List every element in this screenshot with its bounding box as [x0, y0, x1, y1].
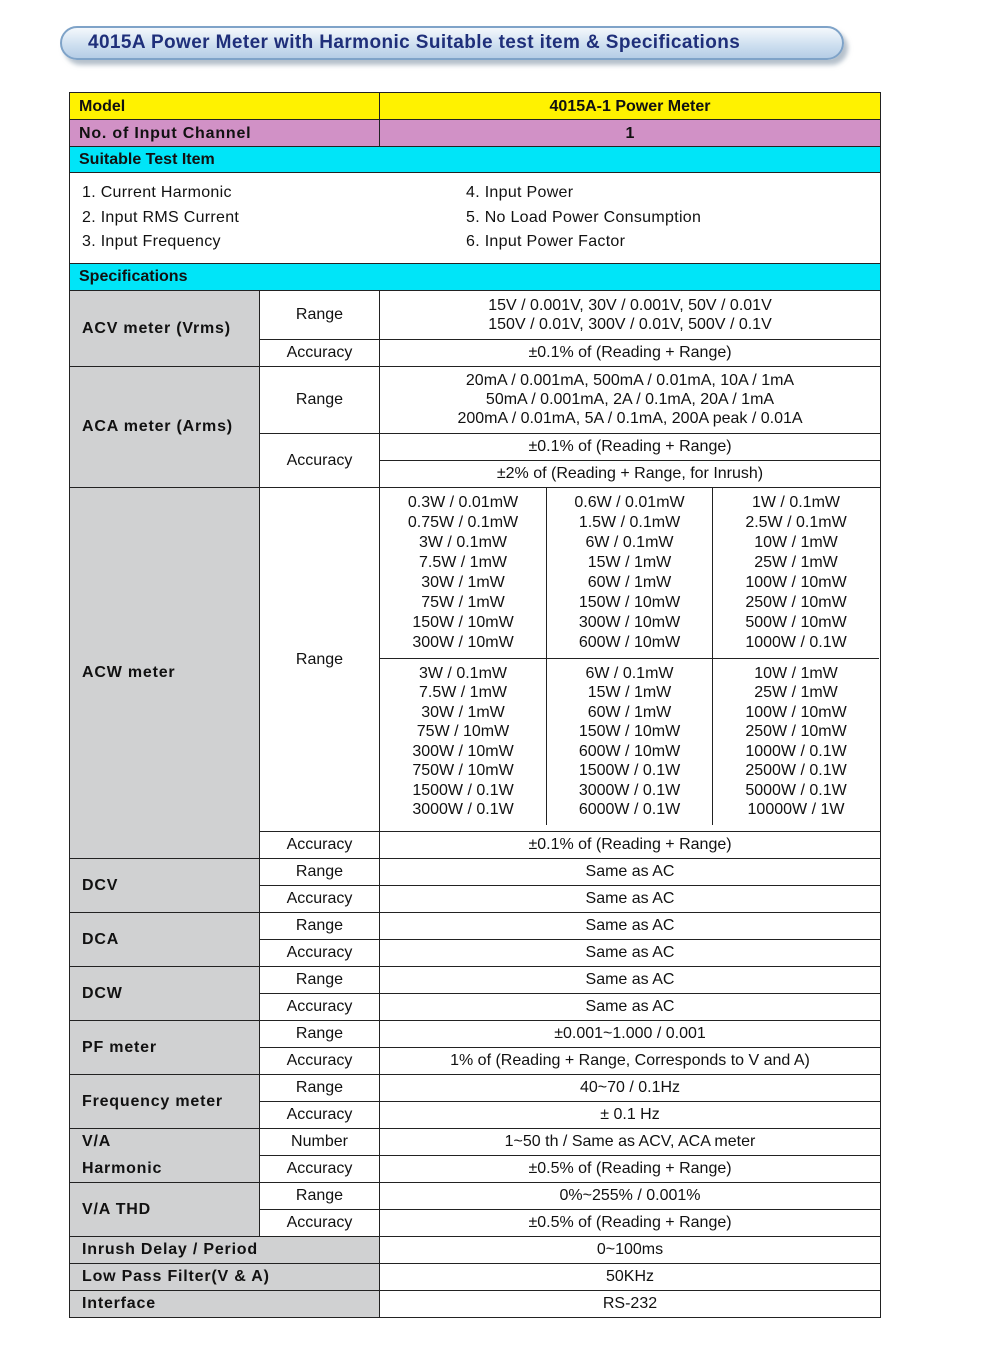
acw-range-entry: 250W / 10mW [745, 723, 847, 740]
acw-range-entry: 1W / 0.1mW [751, 493, 840, 511]
acw-range-column [380, 659, 546, 825]
aca-range-line: 200mA / 0.01mA, 5A / 0.1mA, 200A peak / 0.01A [457, 410, 803, 427]
acw-range-entry: 3W / 0.1mW [418, 664, 507, 682]
range-label: Range [260, 1182, 380, 1209]
test-items-left [82, 181, 466, 255]
acw-range-entry: 0.75W / 0.1mW [407, 513, 519, 531]
freq-label: Frequency meter [70, 1074, 260, 1128]
accuracy-label: Accuracy [260, 1101, 380, 1128]
accuracy-label: Accuracy [260, 939, 380, 966]
acw-range-entry: 6W / 0.1mW [585, 533, 674, 551]
dcw-range-value: Same as AC [380, 966, 881, 993]
acw-range-entry: 600W / 10mW [578, 633, 681, 651]
acw-range-entry: 150W / 10mW [578, 723, 681, 740]
acw-range-entry: 1000W / 0.1W [745, 633, 847, 651]
acw-range-entry: 250W / 10mW [745, 593, 847, 611]
test-item-header-row [70, 147, 881, 173]
pf-range-value: ±0.001~1.000 / 0.001 [380, 1020, 881, 1047]
acw-accuracy-value: ±0.1% of (Reading + Range) [380, 831, 881, 858]
range-label: Range [260, 366, 380, 433]
aca-accuracy-value: ±0.1% of (Reading + Range) [380, 433, 881, 460]
aca-range-value [380, 366, 881, 433]
acw-range-entry: 25W / 1mW [754, 684, 838, 701]
pf-range-row [70, 1020, 881, 1047]
lpf-label: Low Pass Filter(V & A) [70, 1263, 380, 1290]
acw-range-entry: 1500W / 0.1W [578, 762, 681, 779]
acw-range-entry: 1500W / 0.1W [412, 781, 514, 799]
range-label: Range [260, 858, 380, 885]
list-item: 3. Input Frequency [82, 233, 221, 250]
harmonic-number-value: 1~50 th / Same as ACV, ACA meter [380, 1128, 881, 1155]
acw-range-column [713, 659, 879, 825]
harmonic-label-1: V/A [70, 1128, 260, 1155]
inrush-value: 0~100ms [380, 1236, 881, 1263]
test-items-row [70, 173, 881, 264]
acw-range-entry: 1.5W / 0.1mW [578, 513, 681, 531]
inrush-row [70, 1236, 881, 1263]
acw-range-entry: 10000W / 1W [747, 801, 845, 818]
acw-range-entry: 300W / 10mW [412, 742, 514, 760]
list-item: 2. Input RMS Current [82, 208, 240, 226]
accuracy-label: Accuracy [260, 433, 380, 487]
dcv-range-row [70, 858, 881, 885]
acw-range-entry: 7.5W / 1mW [418, 684, 507, 701]
acv-label: ACV meter (Vrms) [70, 290, 260, 366]
dca-label: DCA [70, 912, 260, 966]
accuracy-label: Accuracy [260, 339, 380, 366]
acw-range-entry: 100W / 10mW [745, 703, 847, 721]
acw-range-entry: 150W / 10mW [578, 593, 681, 611]
acw-range-row [70, 487, 881, 831]
acw-range-entry: 1000W / 0.1W [745, 742, 847, 760]
aca-range-line: 50mA / 0.001mA, 2A / 0.1mA, 20A / 1mA [485, 391, 775, 408]
acw-range-entry: 0.6W / 0.01mW [574, 493, 685, 511]
aca-range-line: 20mA / 0.001mA, 500mA / 0.01mA, 10A / 1mA [465, 372, 795, 389]
interface-row [70, 1290, 881, 1317]
acw-range-entry: 2500W / 0.1W [745, 762, 847, 779]
lpf-row [70, 1263, 881, 1290]
dcv-label: DCV [70, 858, 260, 912]
model-label: Model [70, 93, 380, 120]
acw-range-entry: 60W / 1mW [587, 573, 672, 591]
dcw-label: DCW [70, 966, 260, 1020]
page-title-banner [60, 26, 844, 60]
list-item: 1. Current Harmonic [82, 184, 232, 201]
aca-range-row [70, 366, 881, 433]
inrush-label: Inrush Delay / Period [70, 1236, 380, 1263]
acw-range-column [546, 659, 713, 825]
accuracy-label: Accuracy [260, 831, 380, 858]
specs-header: Specifications [70, 263, 881, 290]
dcv-accuracy-value: Same as AC [380, 885, 881, 912]
acw-range-entry: 10W / 1mW [754, 533, 838, 551]
interface-value: RS-232 [380, 1290, 881, 1317]
accuracy-label: Accuracy [260, 1047, 380, 1074]
aca-inrush-accuracy-value: ±2% of (Reading + Range, for Inrush) [380, 460, 881, 487]
test-items-right [466, 181, 850, 255]
harmonic-accuracy-value: ±0.5% of (Reading + Range) [380, 1155, 881, 1182]
range-label: Range [260, 966, 380, 993]
acw-range-entry: 15W / 1mW [587, 553, 672, 571]
freq-range-value: 40~70 / 0.1Hz [380, 1074, 881, 1101]
dca-range-value: Same as AC [380, 912, 881, 939]
range-label: Range [260, 487, 380, 831]
freq-accuracy-value: ± 0.1 Hz [380, 1101, 881, 1128]
lpf-value: 50KHz [380, 1263, 881, 1290]
range-label: Range [260, 912, 380, 939]
channel-label: No. of Input Channel [70, 120, 380, 147]
acw-range-entry: 3000W / 0.1W [578, 781, 681, 799]
model-value: 4015A-1 Power Meter [380, 93, 881, 120]
acw-range-entry: 10W / 1mW [754, 664, 838, 682]
accuracy-label: Accuracy [260, 885, 380, 912]
thd-accuracy-value: ±0.5% of (Reading + Range) [380, 1209, 881, 1236]
dcv-range-value: Same as AC [380, 858, 881, 885]
thd-range-value: 0%~255% / 0.001% [380, 1182, 881, 1209]
acw-range-entry: 15W / 1mW [587, 684, 672, 701]
acw-range-entry: 3000W / 0.1W [412, 801, 514, 818]
accuracy-label: Accuracy [260, 1155, 380, 1182]
channel-value: 1 [380, 120, 881, 147]
thd-label: V/A THD [70, 1182, 260, 1236]
specs-header-row [70, 263, 881, 290]
acw-range-entry: 750W / 10mW [412, 762, 514, 779]
list-item: 4. Input Power [466, 184, 574, 201]
range-label: Range [260, 1074, 380, 1101]
acw-range-entry: 300W / 10mW [412, 633, 514, 651]
acv-range-line: 15V / 0.001V, 30V / 0.001V, 50V / 0.01V [488, 296, 772, 314]
test-items-cell [70, 173, 881, 264]
dcw-range-row [70, 966, 881, 993]
dcw-accuracy-value: Same as AC [380, 993, 881, 1020]
harmonic-number-row [70, 1128, 881, 1155]
list-item: 6. Input Power Factor [466, 233, 626, 250]
freq-range-row [70, 1074, 881, 1101]
pf-label: PF meter [70, 1020, 260, 1074]
list-item: 5. No Load Power Consumption [466, 208, 702, 226]
page-title: 4015A Power Meter with Harmonic Suitable test item & Specifications [88, 32, 741, 53]
harmonic-accuracy-row [70, 1155, 881, 1182]
acw-range-entry: 300W / 10mW [578, 613, 681, 631]
acw-range-entry: 0.3W / 0.01mW [407, 493, 519, 511]
dca-accuracy-value: Same as AC [380, 939, 881, 966]
acw-range-entry: 30W / 1mW [421, 703, 505, 721]
harmonic-label-2: Harmonic [70, 1155, 260, 1182]
acw-range-entry: 75W / 1mW [421, 593, 505, 611]
acv-range-value [380, 290, 881, 339]
acw-range-entry: 6000W / 0.1W [578, 801, 681, 818]
acw-range-grid [380, 487, 881, 831]
acw-range-entry: 60W / 1mW [587, 703, 672, 721]
accuracy-label: Accuracy [260, 1209, 380, 1236]
acv-accuracy-value: ±0.1% of (Reading + Range) [380, 339, 881, 366]
number-label: Number [260, 1128, 380, 1155]
spec-table [69, 92, 881, 1318]
test-item-header: Suitable Test Item [70, 147, 881, 173]
acw-range-entry: 100W / 10mW [745, 573, 847, 591]
model-row [70, 93, 881, 120]
acw-range-entry: 7.5W / 1mW [418, 553, 507, 571]
acw-range-column [380, 488, 546, 659]
aca-label: ACA meter (Arms) [70, 366, 260, 487]
acw-range-entry: 150W / 10mW [412, 613, 514, 631]
acw-range-column [713, 488, 879, 659]
thd-range-row [70, 1182, 881, 1209]
acw-range-entry: 25W / 1mW [754, 553, 838, 571]
acw-range-column [546, 488, 713, 659]
acv-range-line: 150V / 0.01V, 300V / 0.01V, 500V / 0.1V [488, 315, 772, 333]
acw-range-entry: 30W / 1mW [421, 573, 505, 591]
pf-accuracy-value: 1% of (Reading + Range, Corresponds to V and A) [380, 1047, 881, 1074]
interface-label: Interface [70, 1290, 380, 1317]
acw-range-entry: 600W / 10mW [578, 742, 681, 760]
range-label: Range [260, 290, 380, 339]
range-label: Range [260, 1020, 380, 1047]
acw-range-entry: 500W / 10mW [745, 613, 847, 631]
acw-range-entry: 5000W / 0.1W [745, 781, 847, 799]
acw-range-entry: 3W / 0.1mW [418, 533, 507, 551]
acw-range-entry: 6W / 0.1mW [585, 664, 674, 682]
channel-row [70, 120, 881, 147]
acw-range-entry: 2.5W / 0.1mW [745, 513, 847, 531]
acw-range-entry: 75W / 10mW [416, 723, 510, 740]
dca-range-row [70, 912, 881, 939]
accuracy-label: Accuracy [260, 993, 380, 1020]
acv-range-row [70, 290, 881, 339]
acw-label: ACW meter [70, 487, 260, 858]
